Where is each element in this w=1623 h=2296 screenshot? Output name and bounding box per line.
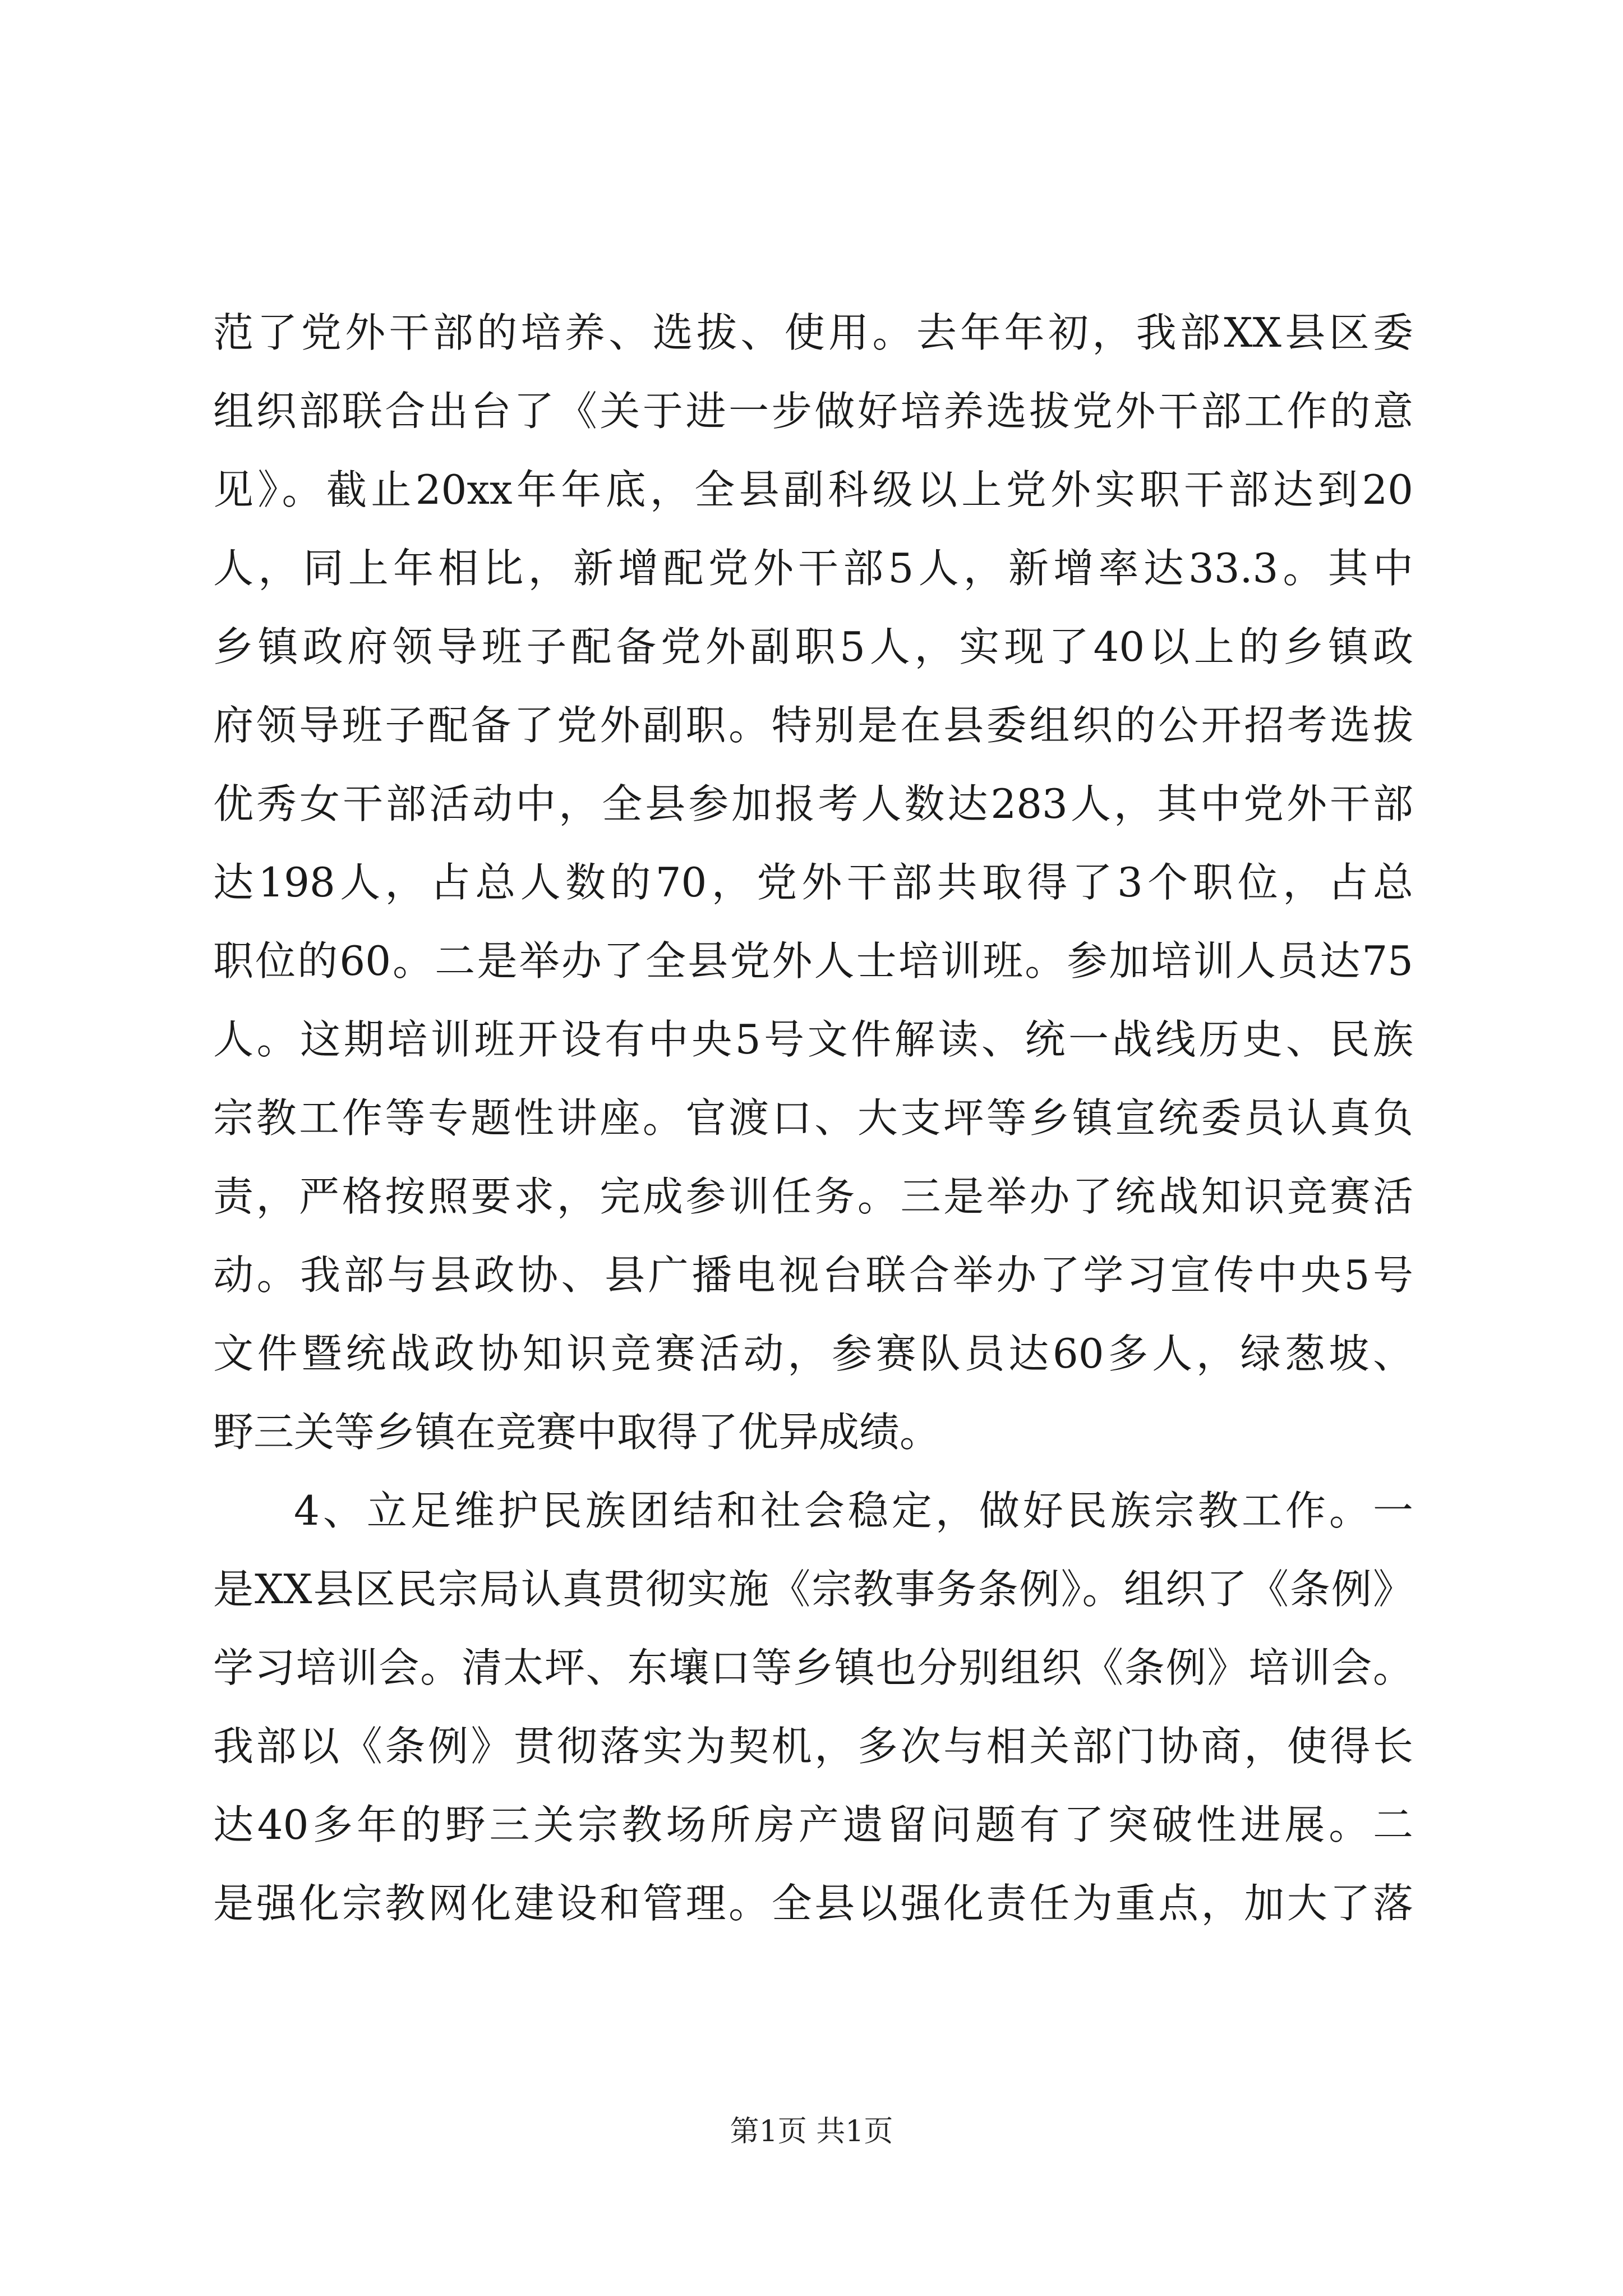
paragraph-line: 见》。截止20xx年年底，全县副科级以上党外实职干部达到20 (213, 466, 1413, 513)
paragraph-line: 职位的60。二是举办了全县党外人士培训班。参加培训人员达75 (213, 937, 1413, 984)
paragraph-line: 我部以《条例》贯彻落实为契机，多次与相关部门协商，使得长 (213, 1723, 1413, 1770)
paragraph-line: 是强化宗教网化建设和管理。全县以强化责任为重点，加大了落 (213, 1880, 1413, 1927)
paragraph-line: 范了党外干部的培养、选拔、使用。去年年初，我部XX县区委 (213, 309, 1413, 356)
paragraph-line: 是XX县区民宗局认真贯彻实施《宗教事务条例》。组织了《条例》 (213, 1566, 1413, 1613)
paragraph-first-line: 4、立足维护民族团结和社会稳定，做好民族宗教工作。一 (294, 1487, 1413, 1534)
paragraph-line: 文件暨统战政协知识竞赛活动，参赛队员达60多人，绿葱坡、 (213, 1330, 1413, 1377)
paragraph-line: 宗教工作等专题性讲座。官渡口、大支坪等乡镇宣统委员认真负 (213, 1094, 1413, 1142)
paragraph-line: 动。我部与县政协、县广播电视台联合举办了学习宣传中央5号 (213, 1251, 1413, 1299)
paragraph-line: 人。这期培训班开设有中央5号文件解读、统一战线历史、民族 (213, 1016, 1413, 1063)
paragraph-line: 学习培训会。清太坪、东壤口等乡镇也分别组织《条例》培训会。 (213, 1644, 1413, 1691)
paragraph-line: 乡镇政府领导班子配备党外副职5人，实现了40以上的乡镇政 (213, 623, 1413, 670)
page-footer: 第1页 共1页 (730, 2115, 893, 2148)
paragraph-line: 达40多年的野三关宗教场所房产遗留问题有了突破性进展。二 (213, 1801, 1413, 1848)
paragraph-line: 府领导班子配备了党外副职。特别是在县委组织的公开招考选拔 (213, 702, 1413, 749)
paragraph-line: 组织部联合出台了《关于进一步做好培养选拔党外干部工作的意 (213, 388, 1413, 435)
paragraph-line: 责，严格按照要求，完成参训任务。三是举办了统战知识竞赛活 (213, 1173, 1413, 1220)
paragraph-line: 人，同上年相比，新增配党外干部5人，新增率达33.3。其中 (213, 545, 1413, 592)
paragraph-line: 野三关等乡镇在竞赛中取得了优异成绩。 (213, 1409, 940, 1456)
paragraph-line: 达198人，占总人数的70，党外干部共取得了3个职位，占总 (213, 859, 1413, 906)
paragraph-line: 优秀女干部活动中，全县参加报考人数达283人，其中党外干部 (213, 780, 1413, 827)
